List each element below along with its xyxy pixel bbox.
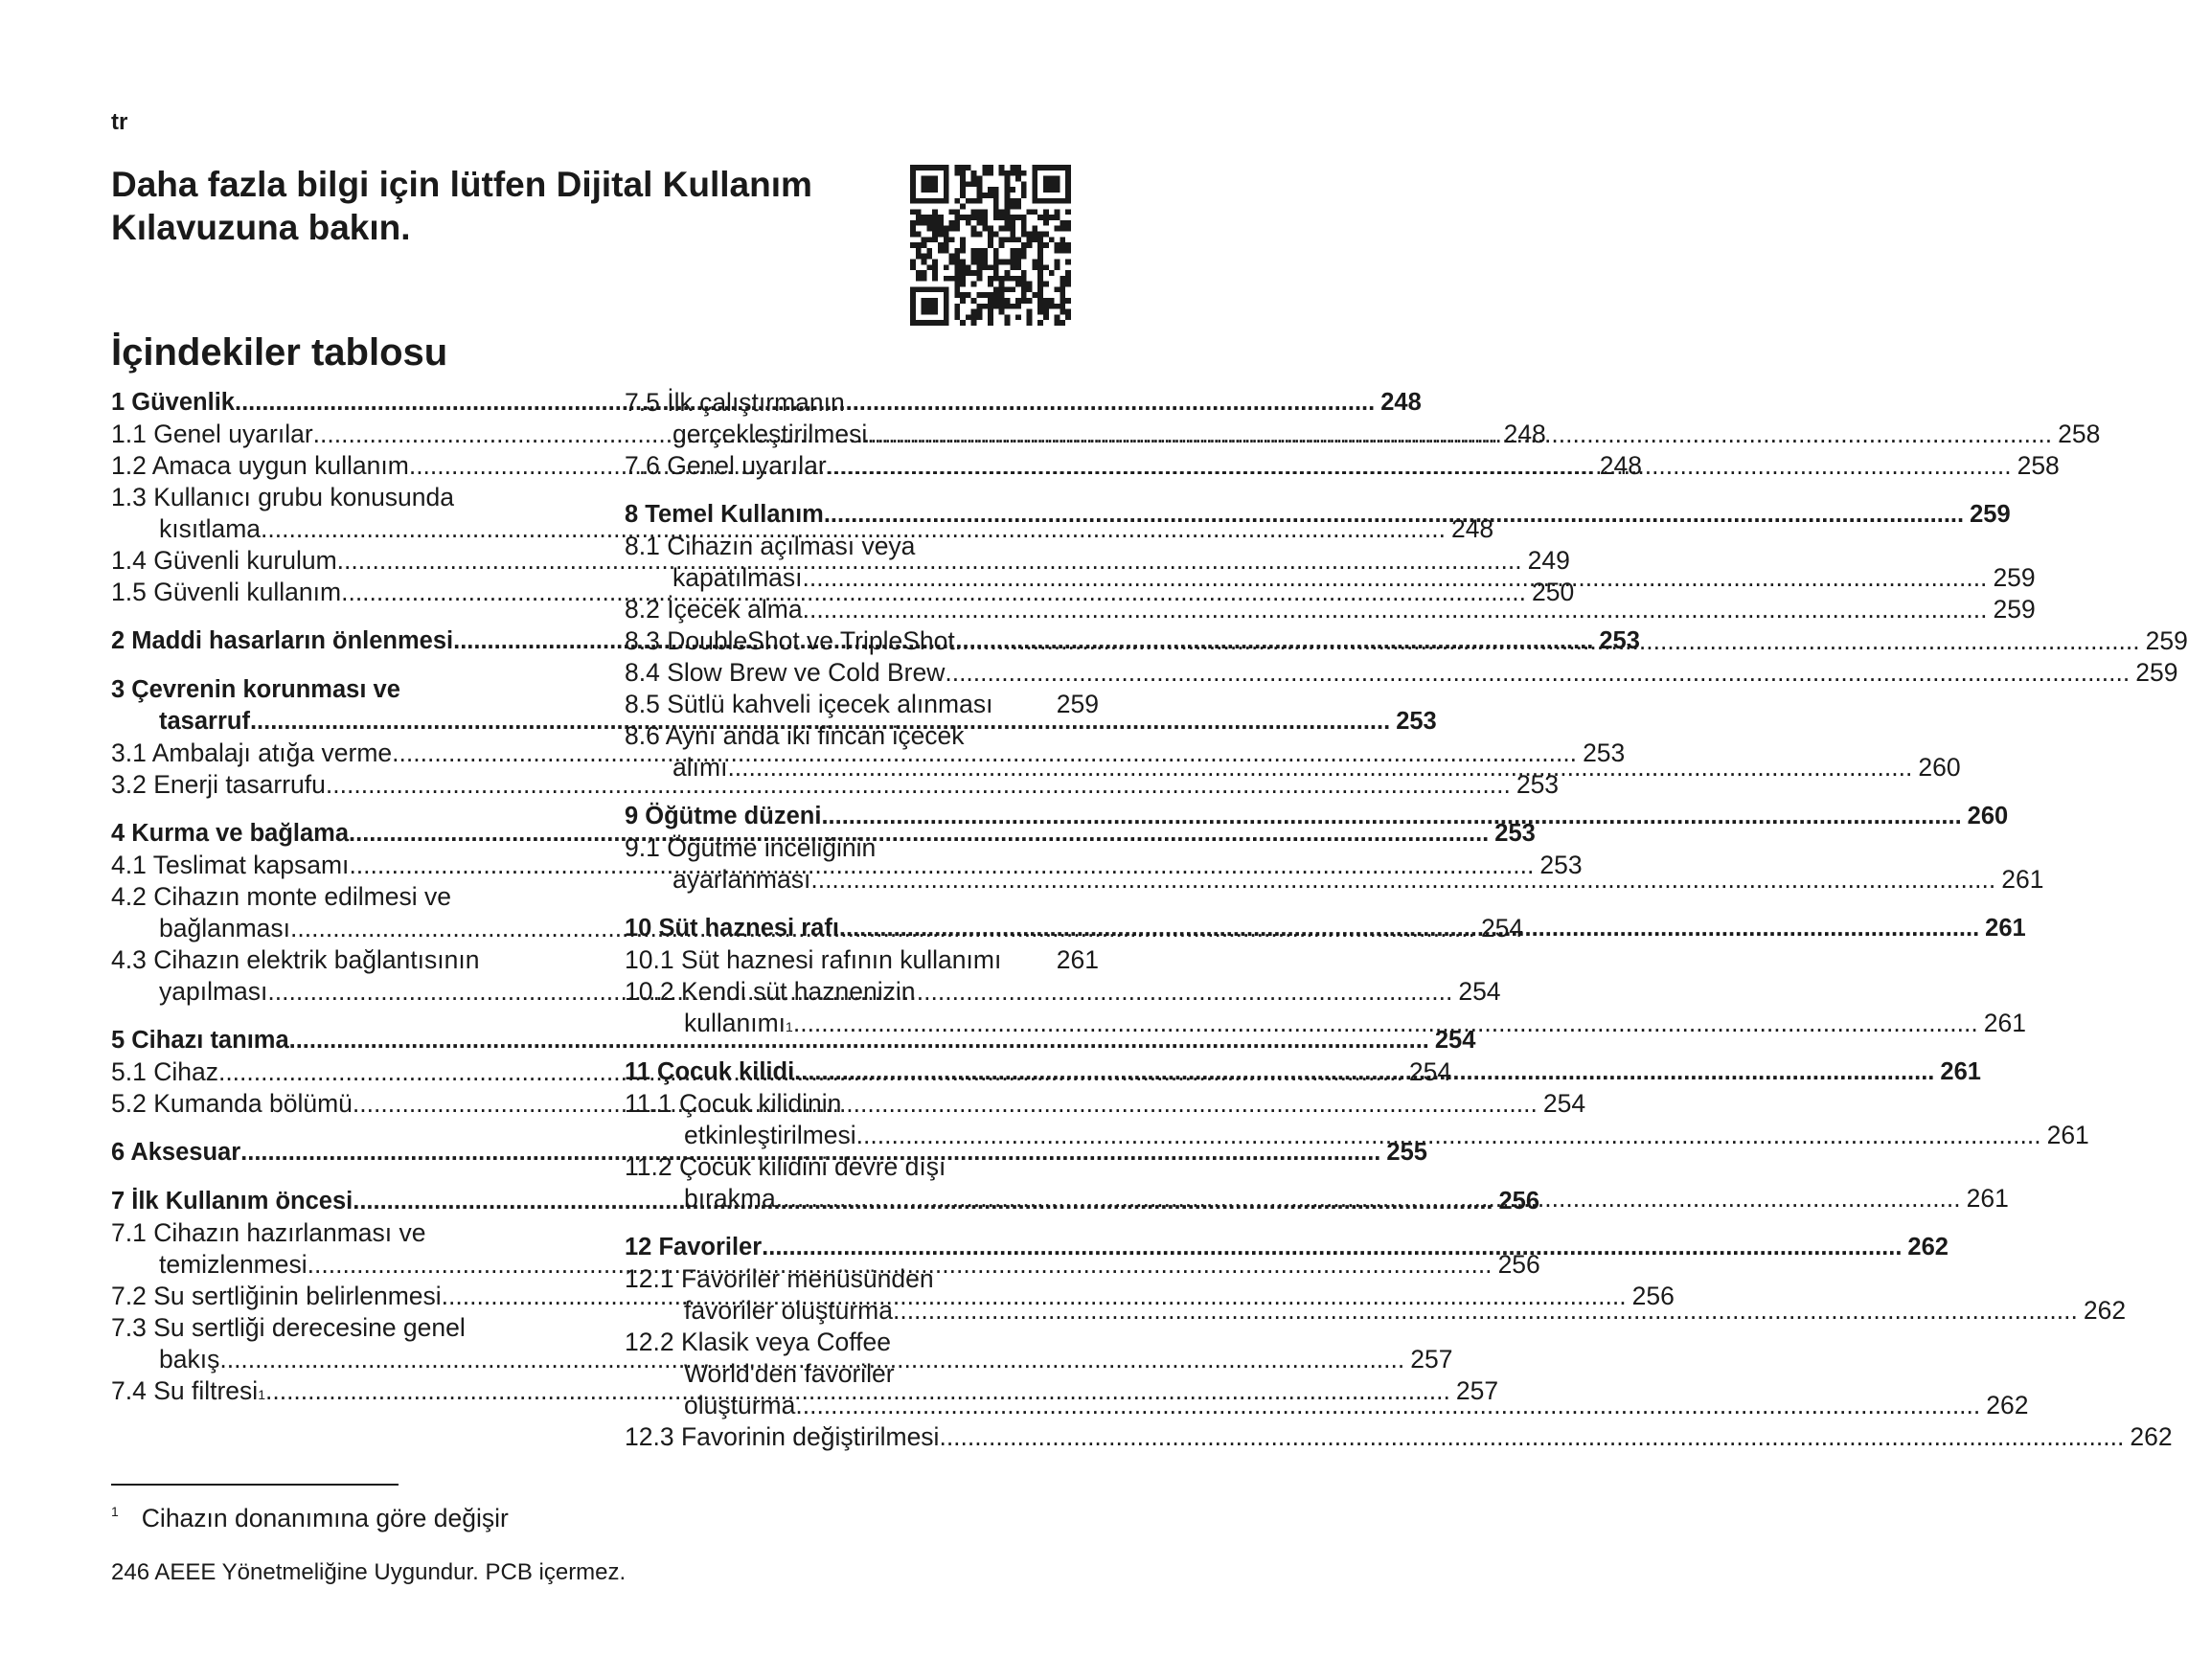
dot-leader [810, 864, 1995, 896]
toc-page-number: 253 [1583, 738, 1626, 767]
toc-entry[interactable] [625, 1358, 1099, 1390]
footnote-divider [111, 1484, 399, 1486]
toc-entry-title: 7.3 Su sertliği derecesine genel [111, 1313, 466, 1342]
toc-entry-title: 8.6 Aynı anda iki fincan içecek [625, 721, 965, 750]
toc-entry-title: ayarlanması [672, 865, 811, 894]
toc-entry-title: 5.1 Cihaz [111, 1057, 218, 1086]
toc-entry-title: kullanımı [684, 1009, 786, 1037]
toc-entry[interactable] [625, 1088, 1099, 1120]
toc-entry-title: 8.1 Cihazın açılması veya [625, 532, 916, 560]
toc-entry-title: tasarruf [159, 708, 250, 735]
toc-entry[interactable] [625, 1151, 1099, 1183]
toc-entry-title: 10 Süt haznesi rafı [625, 915, 839, 942]
dot-leader [945, 657, 2130, 689]
toc-entry[interactable] [625, 657, 2178, 689]
toc-entry-title: 1.2 Amaca uygun kullanım [111, 451, 409, 480]
toc-chapter-entry[interactable] [111, 1025, 1476, 1056]
dot-leader [867, 419, 2052, 450]
toc-entry[interactable] [625, 944, 1099, 976]
toc-entry-title: 11 Çocuk kilidi [625, 1058, 795, 1085]
toc-entry-title: kısıtlama [159, 514, 262, 543]
toc-entry[interactable] [625, 1327, 1099, 1358]
toc-entry-title: bırakma [684, 1184, 776, 1213]
toc-entry[interactable] [625, 689, 1099, 720]
dot-leader [727, 752, 1912, 783]
toc-page-number: 253 [1494, 820, 1536, 847]
toc-page-number: 257 [1455, 1376, 1499, 1405]
toc-entry-title: 4 Kurma ve bağlama [111, 820, 350, 847]
toc-entry[interactable]: kullanımı 1 ..... 261 [625, 1008, 1099, 1039]
toc-entry[interactable] [625, 531, 1099, 562]
toc-entry-title: 10.2 Kendi süt haznenizin [625, 977, 916, 1006]
toc-entry-title: temizlenmesi [159, 1250, 308, 1279]
toc-entry-title: gerçekleştirilmesi [672, 420, 868, 448]
toc-page-number: 260 [1967, 803, 2009, 829]
toc-entry-title: 3.2 Enerji tasarrufu [111, 770, 326, 799]
toc-chapter-entry[interactable] [111, 674, 584, 706]
toc-page-number: 249 [1527, 546, 1570, 575]
toc-entry-title: 5.2 Kumanda bölümü [111, 1089, 353, 1118]
toc-entry-title: 1.4 Güvenli kurulum [111, 546, 337, 575]
toc-entry[interactable] [625, 976, 1099, 1008]
toc-entry-title: 7.2 Su sertliğinin belirlenmesi [111, 1282, 442, 1310]
dot-leader [762, 1232, 1902, 1263]
page-headline: Daha fazla bilgi için lütfen Dijital Kullanım Kılavuzuna bakın. [111, 165, 812, 247]
footnote-text: Cihazın donanımına göre değişir [141, 1504, 509, 1532]
language-code: tr [111, 109, 128, 135]
toc-page-number: 259 [1993, 563, 2036, 592]
toc-page-number: 254 [1542, 1089, 1586, 1118]
toc-entry-title: 4.1 Teslimat kapsamı [111, 851, 350, 879]
toc-page-number: 248 [1450, 514, 1494, 543]
toc-page-number: 248 [1380, 389, 1422, 416]
toc-entry-title: 1.1 Genel uyarılar [111, 420, 313, 448]
toc-page-number: 259 [1970, 501, 2011, 528]
toc-entry-title: 9 Öğütme düzeni [625, 803, 822, 829]
toc-entry-title: 7.6 Genel uyarılar [625, 451, 827, 480]
toc-page-number: 259 [2135, 658, 2178, 687]
toc-title: İçindekiler tablosu [111, 331, 448, 374]
toc-page-number: 255 [1386, 1139, 1427, 1166]
dot-leader [856, 1120, 2041, 1151]
footnote [111, 1504, 509, 1533]
toc-page-number: 261 [1983, 1009, 2026, 1037]
toc-entry[interactable] [625, 594, 2036, 625]
toc-entry-title: 8.3 DoubleShot ve TripleShot [625, 626, 955, 655]
toc-page-number: 261 [1966, 1184, 2009, 1213]
toc-page-number: 261 [1985, 915, 2026, 942]
dot-leader [803, 594, 1988, 625]
dot-leader [793, 1008, 1978, 1039]
toc-entry-title: World'den favoriler [684, 1359, 895, 1388]
toc-entry[interactable] [625, 832, 1099, 864]
toc-entry[interactable] [625, 1421, 2173, 1453]
toc-page-number: 261 [2001, 865, 2044, 894]
toc-page-number: 257 [1410, 1345, 1453, 1374]
dot-leader [824, 499, 1964, 531]
toc-entry-title: alımı [672, 753, 728, 782]
toc-page-number: 253 [1539, 851, 1583, 879]
toc-entry[interactable] [111, 482, 584, 513]
dot-leader [827, 450, 2012, 482]
footnote-mark: 1 [111, 1504, 119, 1519]
toc-page-number: 254 [1434, 1027, 1476, 1054]
toc-page-number: 254 [1458, 977, 1501, 1006]
toc-page-number: 253 [1396, 708, 1437, 735]
qr-code-icon [910, 165, 1071, 326]
dot-leader [893, 1295, 2078, 1327]
toc-page-number: 259 [2145, 626, 2188, 655]
toc-entry[interactable] [625, 1120, 2089, 1151]
toc-page-number: 248 [1599, 451, 1642, 480]
toc-entry-title: kapatılması [672, 563, 803, 592]
toc-entry-title: 1.3 Kullanıcı grubu konusunda [111, 483, 455, 511]
toc-page-number: 256 [1497, 1250, 1540, 1279]
toc-entry-title: 5 Cihazı tanıma [111, 1027, 289, 1054]
toc-page-number: 259 [1056, 690, 1099, 718]
toc-entry-title: 8 Temel Kullanım [625, 501, 824, 528]
toc-entry[interactable] [111, 1217, 584, 1249]
toc-page-number: 259 [1993, 595, 2036, 624]
toc-entry-title: 11.2 Çocuk kilidini devre dışı [625, 1152, 946, 1181]
toc-page-number: 253 [1599, 627, 1640, 654]
toc-entry-title: 7 İlk Kullanım öncesi [111, 1188, 353, 1215]
toc-entry-title: bağlanması [159, 914, 291, 942]
toc-page-number: 256 [1631, 1282, 1675, 1310]
toc-entry-title: 8.2 İçecek alma [625, 595, 803, 624]
toc-entry-title: favoriler oluşturma [684, 1296, 893, 1325]
dot-leader [939, 1421, 2124, 1453]
dot-leader [955, 625, 2140, 657]
toc-entry-title: 7.4 Su filtresi [111, 1376, 259, 1405]
toc-page-number: 262 [1907, 1234, 1949, 1260]
dot-leader [795, 1390, 1980, 1421]
toc-entry-title: 9.1 Öğütme inceliğinin [625, 833, 877, 862]
toc-page-number: 258 [2058, 420, 2101, 448]
dot-leader [776, 1183, 1961, 1215]
toc-entry-title: 4.3 Cihazın elektrik bağlantısının [111, 945, 480, 974]
toc-entry[interactable]: 7.4 Su filtresi 1 ..... 257 [111, 1375, 584, 1407]
dot-leader [803, 562, 1988, 594]
toc-entry[interactable] [625, 387, 1099, 419]
toc-entry-title: 12.1 Favoriler menüsünden [625, 1264, 934, 1293]
toc-page-number: 262 [2130, 1422, 2173, 1451]
toc-entry-title: 1 Güvenlik [111, 389, 235, 416]
toc-entry[interactable] [111, 881, 584, 913]
toc-page-number: 253 [1516, 770, 1560, 799]
toc-entry[interactable] [625, 720, 1099, 752]
toc-page-number: 261 [1056, 945, 1099, 974]
toc-entry-title: 8.5 Sütlü kahveli içecek alınması [625, 690, 993, 718]
toc-entry-title: 12.2 Klasik veya Coffee [625, 1328, 891, 1356]
toc-entry-title: 2 Maddi hasarların önlenmesi [111, 627, 454, 654]
dot-leader [839, 913, 1979, 944]
toc-page-number: 260 [1918, 753, 1961, 782]
toc-page-number: 262 [1986, 1391, 2029, 1419]
toc-entry-title: 3.1 Ambalajı atığa verme [111, 738, 393, 767]
toc-page-number: 258 [2017, 451, 2060, 480]
toc-entry-title: 10.1 Süt haznesi rafının kullanımı [625, 945, 1002, 974]
toc-entry-title: 7.5 İlk çalıştırmanın [625, 388, 845, 417]
toc-entry[interactable] [111, 1312, 584, 1344]
toc-entry-title: oluşturma [684, 1391, 796, 1419]
dot-leader [821, 801, 1961, 832]
toc-entry-title: 1.5 Güvenli kullanım [111, 578, 342, 606]
toc-entry-title: 3 Çevrenin korunması ve [111, 676, 400, 703]
toc-entry[interactable] [625, 1263, 1099, 1295]
page-footer: 246 AEEE Yönetmeliğine Uygundur. PCB içermez. [111, 1559, 627, 1585]
toc-page-number: 254 [1408, 1057, 1452, 1086]
toc-entry[interactable] [111, 944, 584, 976]
toc-entry-title: 12 Favoriler [625, 1234, 763, 1260]
toc-entry-title: 6 Aksesuar [111, 1139, 241, 1166]
toc-entry-title: yapılması [159, 977, 268, 1006]
toc-page-number: 254 [1480, 914, 1524, 942]
toc-entry[interactable] [111, 769, 1560, 801]
toc-page-number: 256 [1498, 1188, 1540, 1215]
toc-entry-title: 8.4 Slow Brew ve Cold Brew [625, 658, 946, 687]
dot-leader [794, 1056, 1934, 1088]
toc-chapter-entry[interactable] [625, 801, 2009, 832]
toc-entry-title: 11.1 Çocuk kilidinin [625, 1089, 842, 1118]
toc-entry-title: bakış [159, 1345, 220, 1374]
toc-entry-title: 7.1 Cihazın hazırlanması ve [111, 1218, 426, 1247]
toc-page-number: 248 [1503, 420, 1546, 448]
toc-page-number: 250 [1532, 578, 1575, 606]
toc-page-number: 262 [2083, 1296, 2127, 1325]
toc-page-number: 261 [1940, 1058, 1981, 1085]
toc-entry-title: 12.3 Favorinin değiştirilmesi [625, 1422, 940, 1451]
toc-page-number: 261 [2046, 1121, 2089, 1149]
toc-chapter-entry[interactable] [625, 1232, 1949, 1263]
toc-entry-title: etkinleştirilmesi [684, 1121, 856, 1149]
toc-entry-title: 4.2 Cihazın monte edilmesi ve [111, 882, 451, 911]
